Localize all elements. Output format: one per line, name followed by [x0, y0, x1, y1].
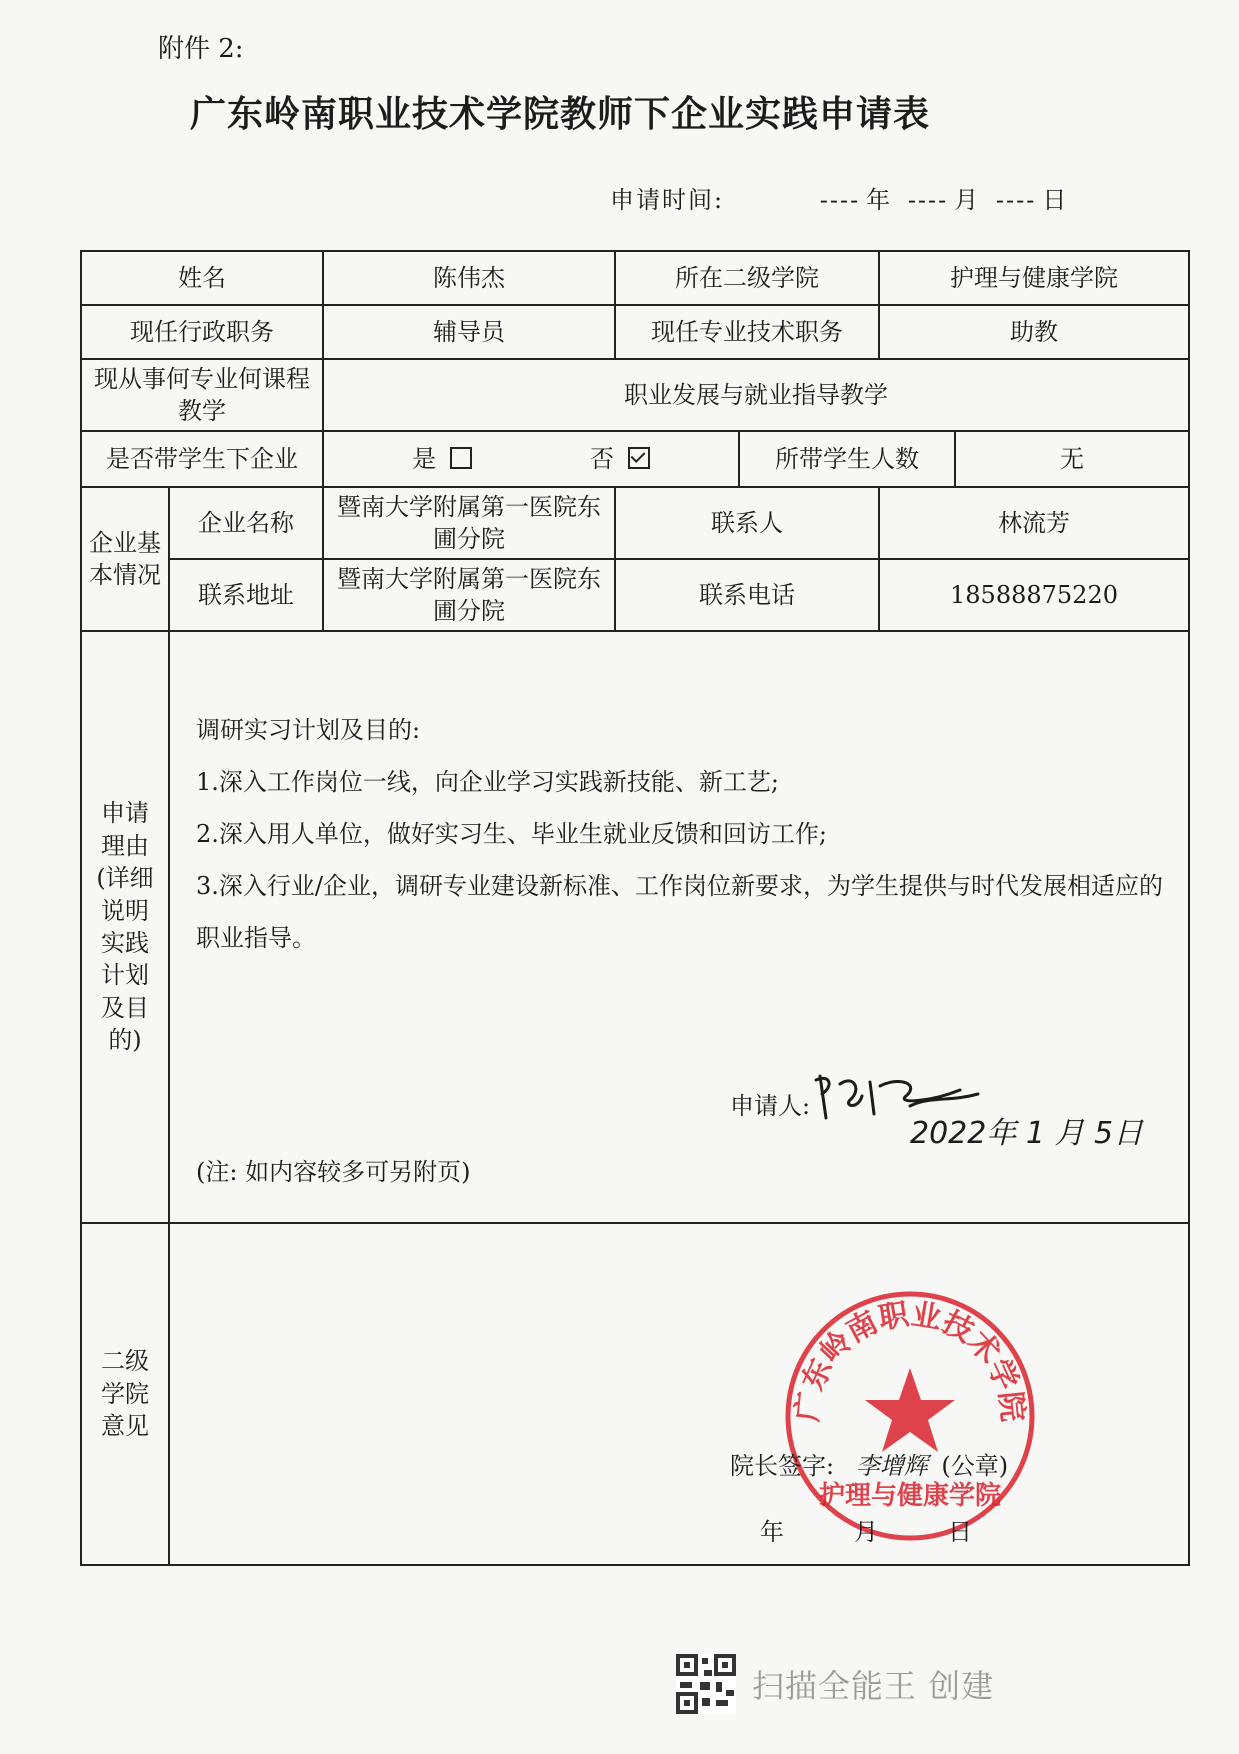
- date-month-blank: ----: [907, 186, 949, 214]
- reason-heading: 调研实习计划及目的:: [196, 716, 421, 744]
- watermark-text: 扫描全能王 创建: [752, 1667, 995, 1705]
- applicant-label: 申请人:: [730, 1092, 811, 1120]
- date-label: 申请时间:: [610, 186, 725, 214]
- college-seal-stamp: [780, 1286, 1040, 1546]
- page-title: 广东岭南职业技术学院教师下企业实践申请表: [189, 93, 930, 135]
- date-month: 月: [954, 186, 981, 214]
- enterprise-name-value: 暨南大学附属第一医院东圃分院: [323, 487, 615, 559]
- dean-signature-line: [730, 1450, 1008, 1482]
- student-count-value: 无: [955, 431, 1189, 487]
- bring-students-options: [323, 431, 739, 487]
- dean-signature: 李增辉: [855, 1452, 928, 1480]
- qr-code-icon: [676, 1654, 736, 1714]
- opinion-month: 月: [854, 1518, 878, 1546]
- admin-post-value: 辅导员: [323, 305, 615, 359]
- seal-label: (公章): [941, 1452, 1009, 1480]
- stamp-top-text: 广东岭南职业技术学院: [790, 1297, 1030, 1424]
- teaching-label: 现从事何专业何课程教学: [81, 359, 323, 431]
- reason-content: [169, 631, 1189, 1223]
- date-day: 日: [1042, 186, 1069, 214]
- yes-checkbox[interactable]: [450, 447, 472, 469]
- stamp-bottom-text: 护理与健康学院: [818, 1481, 1002, 1511]
- teaching-value: 职业发展与就业指导教学: [323, 359, 1189, 431]
- reason-item-3: 3.深入行业/企业，调研专业建设新标准、工作岗位新要求，为学生提供与时代发展相适应的职业指导。: [196, 872, 1163, 952]
- date-year: 年: [866, 186, 893, 214]
- phone-value: 18588875220: [879, 559, 1189, 631]
- scanner-watermark: [676, 1654, 994, 1714]
- yes-label: 是: [412, 444, 437, 473]
- attachment-note: (注: 如内容较多可另附页): [196, 1158, 471, 1186]
- application-form-table: [80, 250, 1190, 1566]
- enterprise-section-label: 企业基本情况: [81, 487, 169, 631]
- name-label: 姓名: [81, 251, 323, 305]
- college-value: 护理与健康学院: [879, 251, 1189, 305]
- opinion-section-label: 二级学院意见: [81, 1223, 169, 1565]
- tech-post-value: 助教: [879, 305, 1189, 359]
- no-checkbox[interactable]: [628, 447, 650, 469]
- opinion-day: 日: [948, 1518, 972, 1546]
- opinion-year: 年: [760, 1518, 784, 1546]
- address-label: 联系地址: [169, 559, 323, 631]
- dean-label: 院长签字:: [730, 1452, 835, 1480]
- address-value: 暨南大学附属第一医院东圃分院: [323, 559, 615, 631]
- bring-students-label: 是否带学生下企业: [81, 431, 323, 487]
- date-day-blank: ----: [995, 186, 1037, 214]
- reason-item-2: 2.深入用人单位，做好实习生、毕业生就业反馈和回访工作;: [196, 820, 827, 848]
- reason-body: [196, 704, 1170, 964]
- date-year-blank: ----: [819, 186, 861, 214]
- student-count-label: 所带学生人数: [739, 431, 955, 487]
- phone-label: 联系电话: [615, 559, 879, 631]
- admin-post-label: 现任行政职务: [81, 305, 323, 359]
- tech-post-label: 现任专业技术职务: [615, 305, 879, 359]
- application-date: [610, 180, 1074, 215]
- enterprise-name-label: 企业名称: [169, 487, 323, 559]
- college-label: 所在二级学院: [615, 251, 879, 305]
- opinion-date: [760, 1516, 1042, 1548]
- no-label: 否: [589, 444, 614, 473]
- attachment-label: 附件 2:: [158, 34, 244, 64]
- reason-section-label: 申请理由(详细说明实践计划及目的): [81, 631, 169, 1223]
- contact-value: 林流芳: [879, 487, 1189, 559]
- opinion-content: [169, 1223, 1189, 1565]
- name-value: 陈伟杰: [323, 251, 615, 305]
- stamp-star-icon: [865, 1368, 955, 1452]
- contact-label: 联系人: [615, 487, 879, 559]
- reason-item-1: 1.深入工作岗位一线，向企业学习实践新技能、新工艺;: [196, 768, 779, 796]
- applicant-sign-date: 2022年 1 月 5日: [910, 1116, 1144, 1151]
